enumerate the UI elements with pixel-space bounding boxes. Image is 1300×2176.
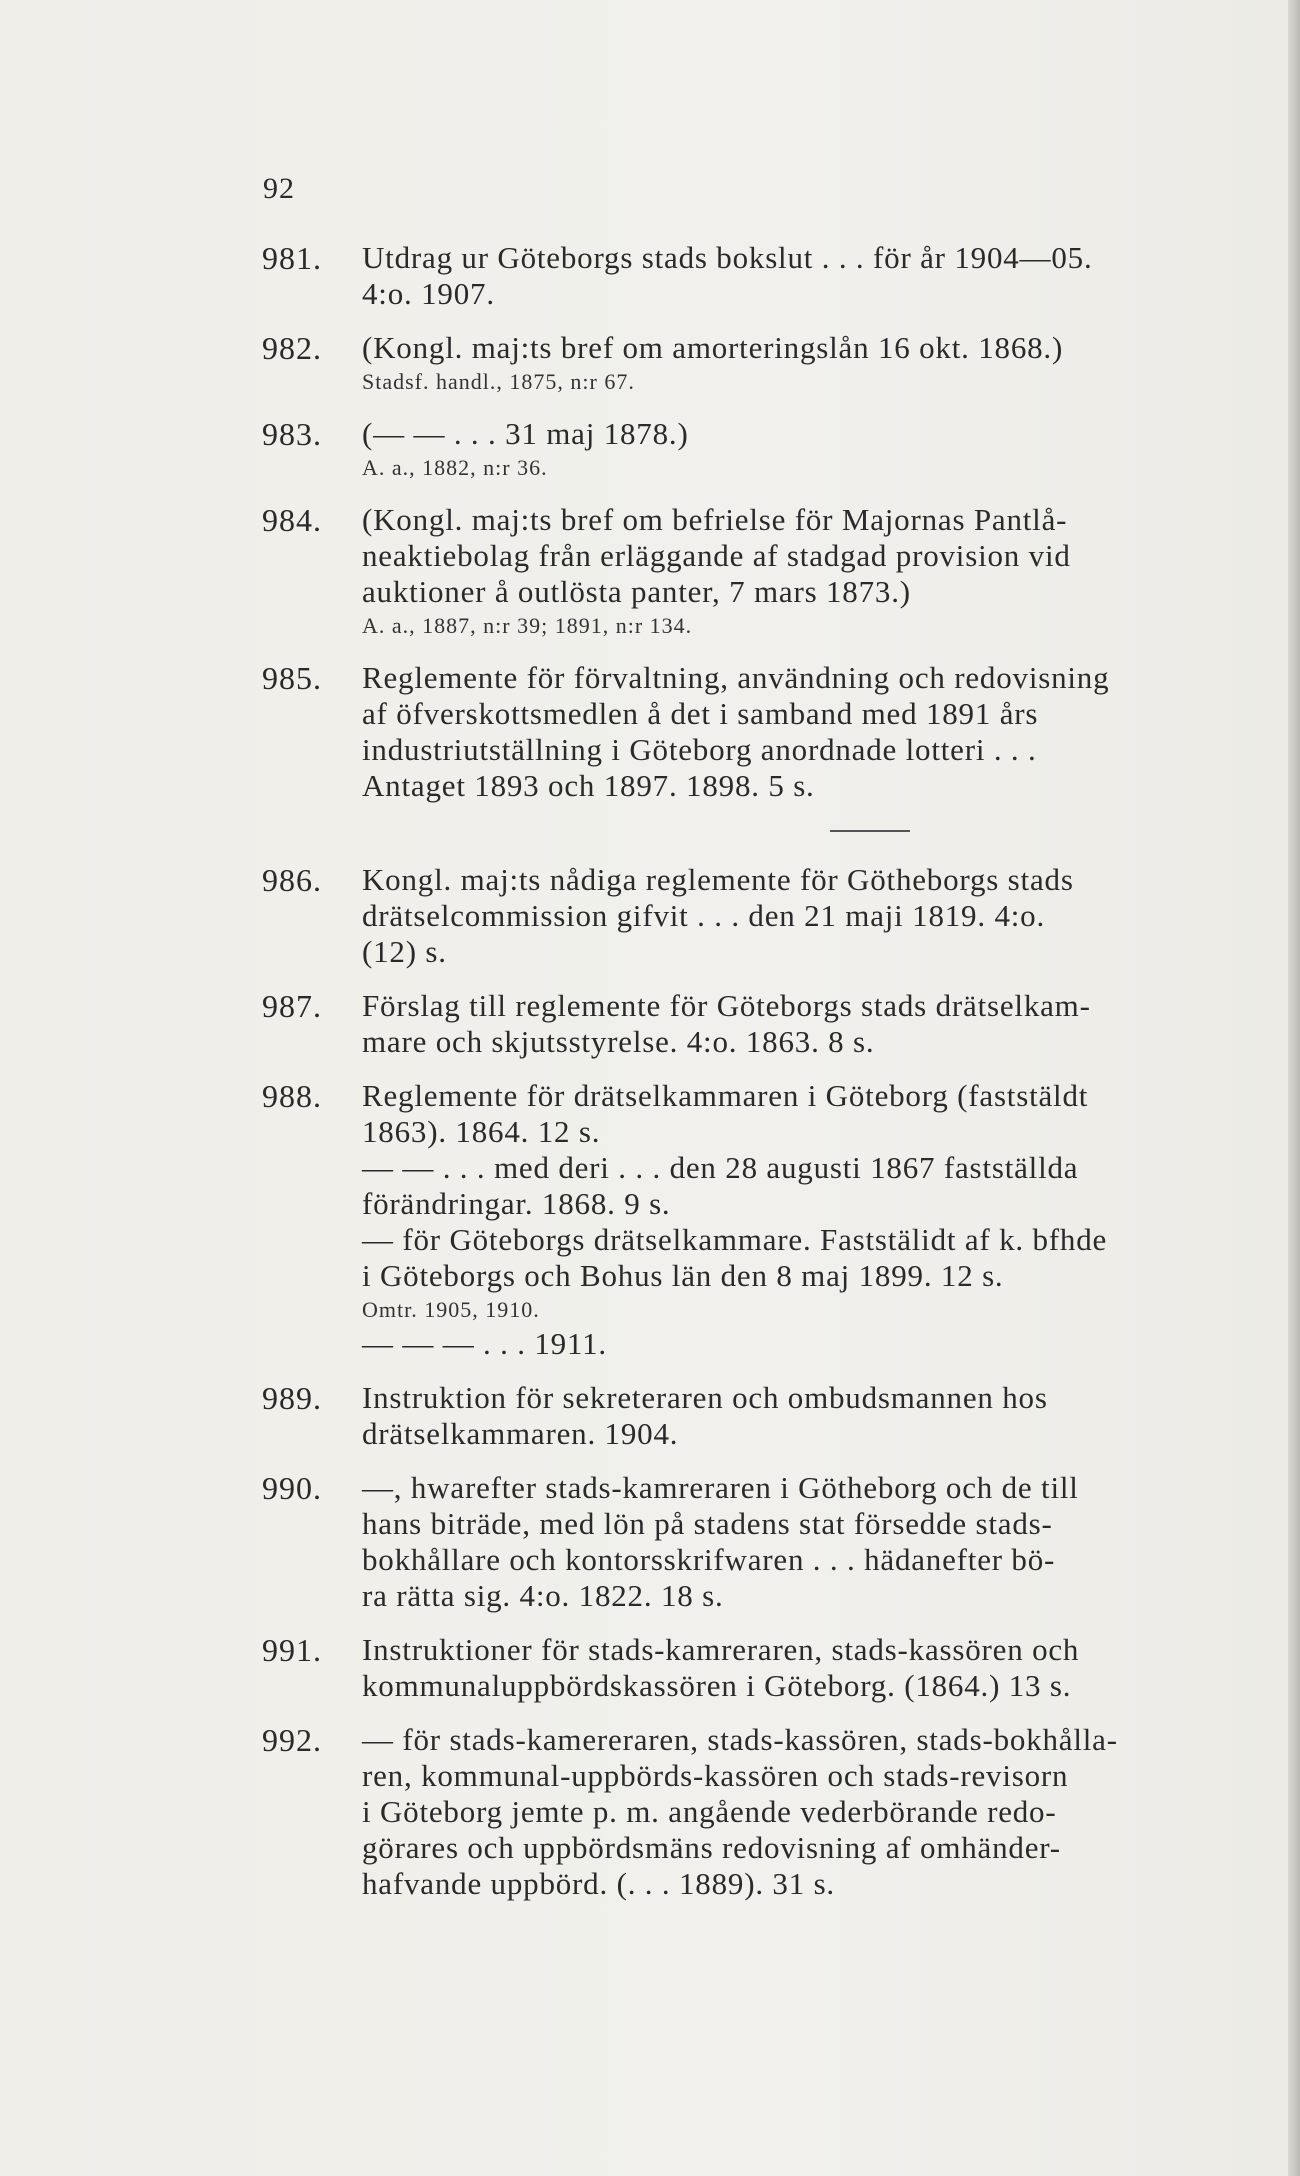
entry-text-line: (— — . . . 31 maj 1878.) [362,416,689,451]
entry-text-line: Utdrag ur Göteborgs stads bokslut . . . för år 1904—05. [362,240,1093,275]
entry-text-line: mare och skjutsstyrelse. 4:o. 1863. 8 s. [362,1024,875,1059]
entry-text-line: Instruktioner för stads-kamreraren, stads-kassören och [362,1632,1080,1667]
entry-text-line: ra rätta sig. 4:o. 1822. 18 s. [362,1578,724,1613]
entry-text-line: (Kongl. maj:ts bref om amorteringslån 16 okt. 1868.) [362,330,1064,365]
catalog-entry [262,1380,1252,1452]
entry-number: 988. [262,1078,322,1114]
catalog-entry [262,1722,1252,1902]
entry-text-line: — — . . . med deri . . . den 28 augusti 1867 fastställda [362,1150,1079,1185]
catalog-entries [262,240,1252,1920]
section-divider [830,830,910,832]
entry-citation: Stadsf. handl., 1875, n:r 67. [362,369,635,394]
entry-text-line: (Kongl. maj:ts bref om befrielse för Majornas Pantlå- [362,502,1068,537]
entry-citation: A. a., 1882, n:r 36. [362,455,548,480]
entry-number: 990. [262,1470,322,1506]
entry-text-line: Instruktion för sekreteraren och ombudsmannen hos [362,1380,1048,1415]
entry-text-line: — — — . . . 1911. [362,1326,607,1361]
entry-citation: Omtr. 1905, 1910. [362,1297,540,1322]
entry-text-line: —, hwarefter stads-kamreraren i Götheborg och de till [362,1470,1079,1505]
entry-text-line: Förslag till reglemente för Göteborgs stads drätselkam- [362,988,1091,1023]
entry-group-a [262,240,1252,804]
entry-number: 982. [262,330,322,366]
entry-text-line: kommunaluppbördskassören i Göteborg. (1864.) 13 s. [362,1668,1072,1703]
catalog-entry [262,660,1252,804]
catalog-entry [262,1470,1252,1614]
entry-text-line: i Göteborgs och Bohus län den 8 maj 1899. 12 s. [362,1258,1004,1293]
entry-number: 991. [262,1632,322,1668]
entry-text-line: bokhållare och kontorsskrifwaren . . . hädanefter bö- [362,1542,1056,1577]
entry-group-b [262,862,1252,1902]
entry-text-line: Reglemente för drätselkammaren i Göteborg (faststäldt [362,1078,1089,1113]
entry-text-line: hans biträde, med lön på stadens stat försedde stads- [362,1506,1053,1541]
catalog-entry [262,1078,1252,1362]
entry-text-line: (12) s. [362,934,447,969]
catalog-entry [262,1632,1252,1704]
entry-text-line: 1863). 1864. 12 s. [362,1114,601,1149]
entry-citation: A. a., 1887, n:r 39; 1891, n:r 134. [362,613,693,638]
entry-text-line: auktioner å outlösta panter, 7 mars 1873.) [362,574,911,609]
entry-number: 989. [262,1380,322,1416]
catalog-entry [262,988,1252,1060]
page-number: 92 [263,172,295,205]
entry-text-line: ren, kommunal-uppbörds-kassören och stads-revisorn [362,1758,1069,1793]
entry-text-line: Kongl. maj:ts nådiga reglemente för Götheborgs stads [362,862,1074,897]
entry-text-line: — för Göteborgs drätselkammare. Faststälidt af k. bfhde [362,1222,1108,1257]
entry-text-line: görares och uppbördsmäns redovisning af omhänder- [362,1830,1061,1865]
entry-text-line: industriutställning i Göteborg anordnade lotteri . . . [362,732,1037,767]
page-edge [1288,0,1300,2176]
entry-number: 984. [262,502,322,538]
entry-number: 981. [262,240,322,276]
entry-text-line: Reglemente för förvaltning, användning och redovisning [362,660,1110,695]
entry-text-line: drätselcommission gifvit . . . den 21 maji 1819. 4:o. [362,898,1046,933]
entry-number: 985. [262,660,322,696]
catalog-entry [262,240,1252,312]
entry-number: 987. [262,988,322,1024]
entry-text-line: neaktiebolag från erläggande af stadgad provision vid [362,538,1071,573]
entry-text-line: af öfverskottsmedlen å det i samband med 1891 års [362,696,1039,731]
catalog-entry [262,416,1252,484]
entry-text-line: drätselkammaren. 1904. [362,1416,679,1451]
entry-text-line: Antaget 1893 och 1897. 1898. 5 s. [362,768,815,803]
entry-number: 983. [262,416,322,452]
entry-number: 992. [262,1722,322,1758]
entry-text-line: förändringar. 1868. 9 s. [362,1186,671,1221]
catalog-entry [262,502,1252,642]
entry-text-line: i Göteborg jemte p. m. angående vederbörande redo- [362,1794,1057,1829]
entry-text-line: hafvande uppbörd. (. . . 1889). 31 s. [362,1866,835,1901]
entry-number: 986. [262,862,322,898]
catalog-entry [262,330,1252,398]
entry-text-line: — för stads-kamereraren, stads-kassören, stads-bokhålla- [362,1722,1118,1757]
catalog-entry [262,862,1252,970]
entry-text-line: 4:o. 1907. [362,276,495,311]
